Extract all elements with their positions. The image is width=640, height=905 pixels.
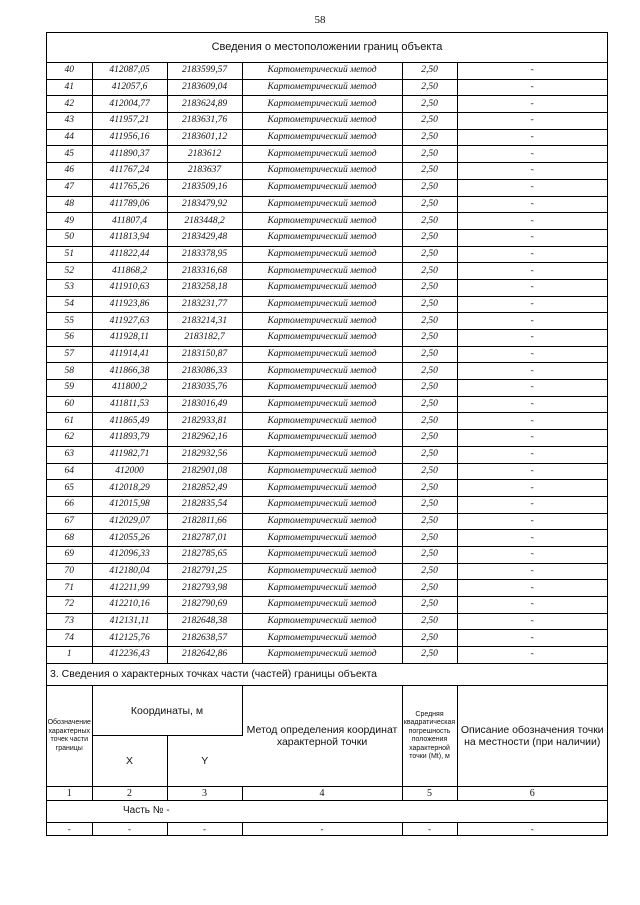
table-row	[47, 480, 607, 497]
method: Картометрический метод	[242, 63, 402, 79]
table-row	[47, 430, 607, 447]
table-row	[47, 79, 607, 96]
coord-y: 2183258,18	[167, 279, 242, 296]
coord-y: 2182962,16	[167, 430, 242, 447]
col-number: 4	[242, 787, 402, 801]
coord-y: 2182787,01	[167, 530, 242, 547]
point-number: 72	[47, 597, 92, 614]
accuracy: 2,50	[402, 546, 457, 563]
part-label: Часть № -	[123, 805, 170, 817]
coord-y: 2182811,66	[167, 513, 242, 530]
method: Картометрический метод	[242, 279, 402, 296]
description: -	[457, 430, 607, 447]
coord-x: 411800,2	[92, 380, 167, 397]
point-number: 49	[47, 213, 92, 230]
point-number: 54	[47, 296, 92, 313]
accuracy: 2,50	[402, 446, 457, 463]
method: Картометрический метод	[242, 613, 402, 630]
table-row	[47, 463, 607, 480]
method: Картометрический метод	[242, 96, 402, 113]
accuracy: 2,50	[402, 113, 457, 130]
table-row	[47, 546, 607, 563]
accuracy: 2,50	[402, 630, 457, 647]
point-number: 40	[47, 63, 92, 79]
coord-x: 412055,26	[92, 530, 167, 547]
accuracy: 2,50	[402, 496, 457, 513]
coord-x: 411893,79	[92, 430, 167, 447]
coord-y: 2183378,95	[167, 246, 242, 263]
description: -	[457, 530, 607, 547]
coord-y: 2183316,68	[167, 263, 242, 280]
point-number: 71	[47, 580, 92, 597]
description: -	[457, 229, 607, 246]
point-number: 48	[47, 196, 92, 213]
coord-x: 412131,11	[92, 613, 167, 630]
method: Картометрический метод	[242, 346, 402, 363]
table-row	[47, 363, 607, 380]
point-number: 64	[47, 463, 92, 480]
col-header-accuracy: Средняя квадратическая погрешность положения характерной точки (Mt), м	[402, 686, 457, 787]
description: -	[457, 496, 607, 513]
accuracy: 2,50	[402, 413, 457, 430]
coord-x: 411928,11	[92, 330, 167, 347]
col-number: 5	[402, 787, 457, 801]
coord-y: 2182642,86	[167, 647, 242, 664]
description: -	[457, 213, 607, 230]
description: -	[457, 196, 607, 213]
point-number: 42	[47, 96, 92, 113]
table-row	[47, 63, 607, 79]
coord-x: 411865,49	[92, 413, 167, 430]
description: -	[457, 463, 607, 480]
description: -	[457, 513, 607, 530]
coord-y: 2182835,54	[167, 496, 242, 513]
empty-cell: -	[92, 823, 167, 836]
description: -	[457, 413, 607, 430]
description: -	[457, 163, 607, 180]
coord-x: 412015,98	[92, 496, 167, 513]
accuracy: 2,50	[402, 96, 457, 113]
description: -	[457, 563, 607, 580]
coord-y: 2183509,16	[167, 179, 242, 196]
description: -	[457, 330, 607, 347]
col-header-point-designation: Обозначение характерных точек части границы	[47, 686, 92, 787]
col-header-y: Y	[167, 736, 242, 787]
coord-y: 2182932,56	[167, 446, 242, 463]
part-empty-row	[47, 823, 607, 836]
coord-y: 2183214,31	[167, 313, 242, 330]
table-row	[47, 296, 607, 313]
table-row	[47, 380, 607, 397]
coord-y: 2182790,69	[167, 597, 242, 614]
table-row	[47, 496, 607, 513]
coord-x: 411927,63	[92, 313, 167, 330]
accuracy: 2,50	[402, 263, 457, 280]
col-header-x: X	[92, 736, 167, 787]
accuracy: 2,50	[402, 330, 457, 347]
table-row	[47, 96, 607, 113]
accuracy: 2,50	[402, 463, 457, 480]
method: Картометрический метод	[242, 446, 402, 463]
accuracy: 2,50	[402, 129, 457, 146]
method: Картометрический метод	[242, 313, 402, 330]
table-row	[47, 513, 607, 530]
accuracy: 2,50	[402, 163, 457, 180]
coord-x: 412018,29	[92, 480, 167, 497]
table-row	[47, 647, 607, 664]
description: -	[457, 129, 607, 146]
point-number: 61	[47, 413, 92, 430]
point-number: 69	[47, 546, 92, 563]
coord-x: 411789,06	[92, 196, 167, 213]
coord-y: 2183150,87	[167, 346, 242, 363]
description: -	[457, 630, 607, 647]
point-number: 43	[47, 113, 92, 130]
coord-x: 412000	[92, 463, 167, 480]
point-number: 68	[47, 530, 92, 547]
table-row	[47, 530, 607, 547]
method: Картометрический метод	[242, 480, 402, 497]
accuracy: 2,50	[402, 530, 457, 547]
column-numbers-row	[47, 787, 607, 801]
method: Картометрический метод	[242, 129, 402, 146]
description: -	[457, 613, 607, 630]
coord-y: 2182793,98	[167, 580, 242, 597]
table-row	[47, 346, 607, 363]
method: Картометрический метод	[242, 496, 402, 513]
description: -	[457, 647, 607, 664]
col-number: 3	[167, 787, 242, 801]
description: -	[457, 246, 607, 263]
accuracy: 2,50	[402, 430, 457, 447]
col-number: 2	[92, 787, 167, 801]
description: -	[457, 380, 607, 397]
method: Картометрический метод	[242, 380, 402, 397]
coord-y: 2183016,49	[167, 396, 242, 413]
method: Картометрический метод	[242, 430, 402, 447]
method: Картометрический метод	[242, 563, 402, 580]
coord-y: 2183624,89	[167, 96, 242, 113]
coord-y: 2183086,33	[167, 363, 242, 380]
method: Картометрический метод	[242, 146, 402, 163]
table-row	[47, 196, 607, 213]
table-row	[47, 597, 607, 614]
description: -	[457, 96, 607, 113]
accuracy: 2,50	[402, 597, 457, 614]
coord-x: 411811,53	[92, 396, 167, 413]
method: Картометрический метод	[242, 229, 402, 246]
description: -	[457, 546, 607, 563]
point-number: 58	[47, 363, 92, 380]
point-number: 46	[47, 163, 92, 180]
coord-y: 2183182,7	[167, 330, 242, 347]
empty-cell: -	[242, 823, 402, 836]
coord-y: 2183479,92	[167, 196, 242, 213]
page-number: 58	[314, 14, 326, 26]
description: -	[457, 113, 607, 130]
coordinates-table	[47, 63, 607, 664]
coord-x: 411767,24	[92, 163, 167, 180]
table-row	[47, 630, 607, 647]
coord-x: 412096,33	[92, 546, 167, 563]
method: Картометрический метод	[242, 179, 402, 196]
point-number: 50	[47, 229, 92, 246]
method: Картометрический метод	[242, 296, 402, 313]
description: -	[457, 446, 607, 463]
col-number: 6	[457, 787, 607, 801]
method: Картометрический метод	[242, 530, 402, 547]
description: -	[457, 263, 607, 280]
table-row	[47, 146, 607, 163]
coord-x: 412125,76	[92, 630, 167, 647]
point-number: 70	[47, 563, 92, 580]
coord-y: 2183035,76	[167, 380, 242, 397]
table-row	[47, 179, 607, 196]
coord-y: 2182901,08	[167, 463, 242, 480]
accuracy: 2,50	[402, 196, 457, 213]
table-row	[47, 129, 607, 146]
coord-x: 411866,38	[92, 363, 167, 380]
point-number: 67	[47, 513, 92, 530]
description: -	[457, 146, 607, 163]
empty-cell: -	[47, 823, 92, 836]
method: Картометрический метод	[242, 630, 402, 647]
method: Картометрический метод	[242, 513, 402, 530]
coord-x: 411765,26	[92, 179, 167, 196]
description: -	[457, 296, 607, 313]
point-number: 59	[47, 380, 92, 397]
table-header-title: Сведения о местоположении границ объекта	[47, 33, 607, 63]
description: -	[457, 580, 607, 597]
accuracy: 2,50	[402, 563, 457, 580]
table-row	[47, 413, 607, 430]
point-number: 74	[47, 630, 92, 647]
accuracy: 2,50	[402, 246, 457, 263]
table-row	[47, 229, 607, 246]
table-row	[47, 313, 607, 330]
table-row	[47, 279, 607, 296]
method: Картометрический метод	[242, 79, 402, 96]
method: Картометрический метод	[242, 213, 402, 230]
accuracy: 2,50	[402, 580, 457, 597]
coord-y: 2182852,49	[167, 480, 242, 497]
accuracy: 2,50	[402, 79, 457, 96]
method: Картометрический метод	[242, 463, 402, 480]
coord-x: 411956,16	[92, 129, 167, 146]
coord-y: 2182638,57	[167, 630, 242, 647]
method: Картометрический метод	[242, 163, 402, 180]
description: -	[457, 396, 607, 413]
point-number: 60	[47, 396, 92, 413]
table-row	[47, 446, 607, 463]
method: Картометрический метод	[242, 330, 402, 347]
empty-cell: -	[167, 823, 242, 836]
point-number: 66	[47, 496, 92, 513]
description: -	[457, 346, 607, 363]
coord-x: 411914,41	[92, 346, 167, 363]
accuracy: 2,50	[402, 613, 457, 630]
coord-x: 412029,07	[92, 513, 167, 530]
accuracy: 2,50	[402, 279, 457, 296]
table-row	[47, 563, 607, 580]
table-row	[47, 113, 607, 130]
coord-x: 412211,99	[92, 580, 167, 597]
method: Картометрический метод	[242, 413, 402, 430]
accuracy: 2,50	[402, 313, 457, 330]
method: Картометрический метод	[242, 396, 402, 413]
accuracy: 2,50	[402, 146, 457, 163]
point-number: 73	[47, 613, 92, 630]
coord-x: 412180,04	[92, 563, 167, 580]
coord-y: 2183231,77	[167, 296, 242, 313]
table-row	[47, 396, 607, 413]
coord-x: 411890,37	[92, 146, 167, 163]
coord-x: 412004,77	[92, 96, 167, 113]
method: Картометрический метод	[242, 113, 402, 130]
table-row	[47, 163, 607, 180]
col-header-description: Описание обозначения точки на местности (при наличии)	[457, 686, 607, 787]
accuracy: 2,50	[402, 647, 457, 664]
accuracy: 2,50	[402, 63, 457, 79]
accuracy: 2,50	[402, 480, 457, 497]
coord-y: 2182791,25	[167, 563, 242, 580]
coord-y: 2183637	[167, 163, 242, 180]
empty-cell: -	[402, 823, 457, 836]
accuracy: 2,50	[402, 296, 457, 313]
coord-y: 2182785,65	[167, 546, 242, 563]
point-number: 53	[47, 279, 92, 296]
description: -	[457, 363, 607, 380]
coord-y: 2182933,81	[167, 413, 242, 430]
method: Картометрический метод	[242, 263, 402, 280]
section3-title: 3. Сведения о характерных точках части (частей) границы объекта	[47, 664, 607, 686]
coord-x: 411923,86	[92, 296, 167, 313]
description: -	[457, 480, 607, 497]
coord-x: 412236,43	[92, 647, 167, 664]
point-number: 44	[47, 129, 92, 146]
coord-y: 2183448,2	[167, 213, 242, 230]
table-row	[47, 246, 607, 263]
description: -	[457, 597, 607, 614]
method: Картометрический метод	[242, 196, 402, 213]
accuracy: 2,50	[402, 213, 457, 230]
coord-x: 412087,05	[92, 63, 167, 79]
description: -	[457, 279, 607, 296]
method: Картометрический метод	[242, 546, 402, 563]
description: -	[457, 79, 607, 96]
coord-y: 2183609,04	[167, 79, 242, 96]
coord-y: 2183612	[167, 146, 242, 163]
method: Картометрический метод	[242, 580, 402, 597]
point-number: 65	[47, 480, 92, 497]
accuracy: 2,50	[402, 363, 457, 380]
table-row	[47, 213, 607, 230]
point-number: 41	[47, 79, 92, 96]
method: Картометрический метод	[242, 647, 402, 664]
point-number: 45	[47, 146, 92, 163]
point-number: 52	[47, 263, 92, 280]
coord-x: 411822,44	[92, 246, 167, 263]
coord-x: 411813,94	[92, 229, 167, 246]
coord-y: 2183599,57	[167, 63, 242, 79]
coord-y: 2182648,38	[167, 613, 242, 630]
coord-x: 412210,16	[92, 597, 167, 614]
table-row	[47, 613, 607, 630]
description: -	[457, 179, 607, 196]
part-label-row	[47, 801, 607, 823]
col-header-coordinates: Координаты, м	[92, 686, 242, 736]
point-number: 57	[47, 346, 92, 363]
method: Картометрический метод	[242, 597, 402, 614]
method: Картометрический метод	[242, 246, 402, 263]
accuracy: 2,50	[402, 513, 457, 530]
point-number: 55	[47, 313, 92, 330]
point-number: 63	[47, 446, 92, 463]
table-row	[47, 263, 607, 280]
accuracy: 2,50	[402, 229, 457, 246]
col-header-method: Метод определения координат характерной точки	[242, 686, 402, 787]
point-number: 47	[47, 179, 92, 196]
boundary-table-frame	[46, 32, 608, 836]
accuracy: 2,50	[402, 346, 457, 363]
accuracy: 2,50	[402, 396, 457, 413]
point-number: 51	[47, 246, 92, 263]
table-row	[47, 580, 607, 597]
point-number: 56	[47, 330, 92, 347]
coord-x: 411982,71	[92, 446, 167, 463]
method: Картометрический метод	[242, 363, 402, 380]
empty-cell: -	[457, 823, 607, 836]
point-number: 62	[47, 430, 92, 447]
coord-x: 411868,2	[92, 263, 167, 280]
table-row	[47, 330, 607, 347]
description: -	[457, 313, 607, 330]
coord-x: 411957,21	[92, 113, 167, 130]
coord-y: 2183429,48	[167, 229, 242, 246]
coord-y: 2183631,76	[167, 113, 242, 130]
description: -	[457, 63, 607, 79]
coord-x: 411807,4	[92, 213, 167, 230]
accuracy: 2,50	[402, 179, 457, 196]
point-number: 1	[47, 647, 92, 664]
accuracy: 2,50	[402, 380, 457, 397]
col-number: 1	[47, 787, 92, 801]
coord-x: 412057,6	[92, 79, 167, 96]
coord-y: 2183601,12	[167, 129, 242, 146]
coord-x: 411910,63	[92, 279, 167, 296]
section3-header-table	[47, 686, 607, 788]
